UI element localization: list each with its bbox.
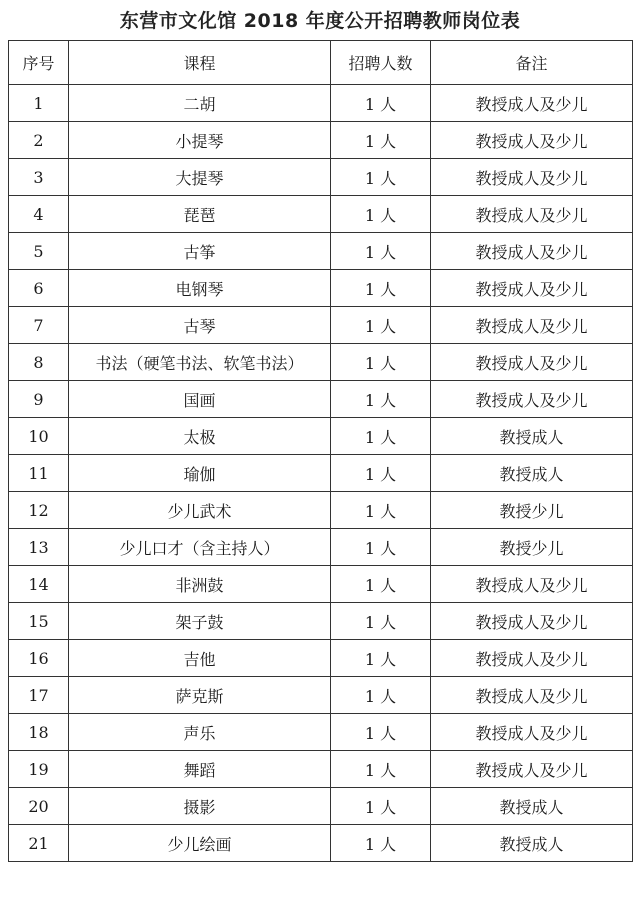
cell-serial-number: 12 xyxy=(9,492,69,529)
cell-remarks: 教授成人 xyxy=(431,418,633,455)
cell-headcount: 1 人 xyxy=(331,381,431,418)
cell-headcount: 1 人 xyxy=(331,603,431,640)
table-row xyxy=(9,788,633,825)
cell-course: 二胡 xyxy=(69,85,331,122)
cell-remarks: 教授成人及少儿 xyxy=(431,159,633,196)
cell-headcount: 1 人 xyxy=(331,529,431,566)
table-row xyxy=(9,566,633,603)
cell-course: 摄影 xyxy=(69,788,331,825)
cell-remarks: 教授成人及少儿 xyxy=(431,85,633,122)
table-row xyxy=(9,640,633,677)
cell-course: 少儿口才（含主持人） xyxy=(69,529,331,566)
cell-course: 书法（硬笔书法、软笔书法） xyxy=(69,344,331,381)
table-row xyxy=(9,455,633,492)
cell-remarks: 教授成人 xyxy=(431,825,633,862)
table-row xyxy=(9,529,633,566)
header-headcount: 招聘人数 xyxy=(331,41,431,85)
cell-serial-number: 6 xyxy=(9,270,69,307)
table-row xyxy=(9,825,633,862)
cell-serial-number: 2 xyxy=(9,122,69,159)
cell-course: 非洲鼓 xyxy=(69,566,331,603)
cell-remarks: 教授成人及少儿 xyxy=(431,677,633,714)
cell-headcount: 1 人 xyxy=(331,270,431,307)
page-title: 东营市文化馆 2018 年度公开招聘教师岗位表 xyxy=(119,10,521,32)
table-row xyxy=(9,381,633,418)
table-row xyxy=(9,159,633,196)
cell-headcount: 1 人 xyxy=(331,751,431,788)
cell-remarks: 教授少儿 xyxy=(431,492,633,529)
cell-course: 太极 xyxy=(69,418,331,455)
cell-headcount: 1 人 xyxy=(331,122,431,159)
cell-course: 吉他 xyxy=(69,640,331,677)
cell-headcount: 1 人 xyxy=(331,677,431,714)
table-row xyxy=(9,233,633,270)
cell-course: 舞蹈 xyxy=(69,751,331,788)
cell-headcount: 1 人 xyxy=(331,307,431,344)
table-header-row xyxy=(9,41,633,85)
cell-serial-number: 5 xyxy=(9,233,69,270)
cell-remarks: 教授成人及少儿 xyxy=(431,566,633,603)
cell-serial-number: 4 xyxy=(9,196,69,233)
cell-remarks: 教授成人及少儿 xyxy=(431,270,633,307)
header-remarks: 备注 xyxy=(431,41,633,85)
cell-headcount: 1 人 xyxy=(331,825,431,862)
cell-remarks: 教授成人 xyxy=(431,455,633,492)
cell-headcount: 1 人 xyxy=(331,566,431,603)
table-row xyxy=(9,418,633,455)
cell-remarks: 教授成人及少儿 xyxy=(431,640,633,677)
cell-serial-number: 10 xyxy=(9,418,69,455)
cell-serial-number: 3 xyxy=(9,159,69,196)
table-row xyxy=(9,270,633,307)
cell-headcount: 1 人 xyxy=(331,418,431,455)
cell-headcount: 1 人 xyxy=(331,196,431,233)
table-row xyxy=(9,85,633,122)
cell-headcount: 1 人 xyxy=(331,492,431,529)
cell-course: 架子鼓 xyxy=(69,603,331,640)
table-body xyxy=(9,85,633,862)
cell-remarks: 教授成人及少儿 xyxy=(431,381,633,418)
cell-headcount: 1 人 xyxy=(331,344,431,381)
cell-serial-number: 1 xyxy=(9,85,69,122)
table-row xyxy=(9,492,633,529)
cell-course: 大提琴 xyxy=(69,159,331,196)
table-row xyxy=(9,714,633,751)
cell-headcount: 1 人 xyxy=(331,159,431,196)
cell-course: 少儿武术 xyxy=(69,492,331,529)
cell-serial-number: 9 xyxy=(9,381,69,418)
cell-headcount: 1 人 xyxy=(331,788,431,825)
cell-remarks: 教授成人及少儿 xyxy=(431,196,633,233)
cell-remarks: 教授成人及少儿 xyxy=(431,344,633,381)
cell-course: 瑜伽 xyxy=(69,455,331,492)
cell-course: 声乐 xyxy=(69,714,331,751)
cell-serial-number: 7 xyxy=(9,307,69,344)
cell-course: 小提琴 xyxy=(69,122,331,159)
table-row xyxy=(9,751,633,788)
cell-serial-number: 16 xyxy=(9,640,69,677)
cell-remarks: 教授成人及少儿 xyxy=(431,714,633,751)
cell-remarks: 教授成人及少儿 xyxy=(431,122,633,159)
cell-course: 古琴 xyxy=(69,307,331,344)
cell-serial-number: 13 xyxy=(9,529,69,566)
cell-remarks: 教授成人及少儿 xyxy=(431,307,633,344)
cell-course: 古筝 xyxy=(69,233,331,270)
cell-serial-number: 8 xyxy=(9,344,69,381)
table-row xyxy=(9,307,633,344)
cell-headcount: 1 人 xyxy=(331,640,431,677)
cell-course: 国画 xyxy=(69,381,331,418)
table-row xyxy=(9,677,633,714)
cell-serial-number: 18 xyxy=(9,714,69,751)
table-row xyxy=(9,344,633,381)
cell-headcount: 1 人 xyxy=(331,85,431,122)
cell-remarks: 教授少儿 xyxy=(431,529,633,566)
header-course: 课程 xyxy=(69,41,331,85)
table-row xyxy=(9,603,633,640)
cell-course: 电钢琴 xyxy=(69,270,331,307)
cell-headcount: 1 人 xyxy=(331,455,431,492)
cell-remarks: 教授成人及少儿 xyxy=(431,233,633,270)
cell-serial-number: 19 xyxy=(9,751,69,788)
cell-course: 萨克斯 xyxy=(69,677,331,714)
cell-remarks: 教授成人及少儿 xyxy=(431,603,633,640)
table-row xyxy=(9,196,633,233)
cell-course: 少儿绘画 xyxy=(69,825,331,862)
cell-serial-number: 21 xyxy=(9,825,69,862)
cell-serial-number: 11 xyxy=(9,455,69,492)
recruitment-table xyxy=(8,40,633,862)
cell-remarks: 教授成人及少儿 xyxy=(431,751,633,788)
cell-remarks: 教授成人 xyxy=(431,788,633,825)
cell-course: 琵琶 xyxy=(69,196,331,233)
cell-serial-number: 14 xyxy=(9,566,69,603)
cell-headcount: 1 人 xyxy=(331,233,431,270)
cell-headcount: 1 人 xyxy=(331,714,431,751)
table-row xyxy=(9,122,633,159)
cell-serial-number: 15 xyxy=(9,603,69,640)
cell-serial-number: 20 xyxy=(9,788,69,825)
header-serial-number: 序号 xyxy=(9,41,69,85)
cell-serial-number: 17 xyxy=(9,677,69,714)
